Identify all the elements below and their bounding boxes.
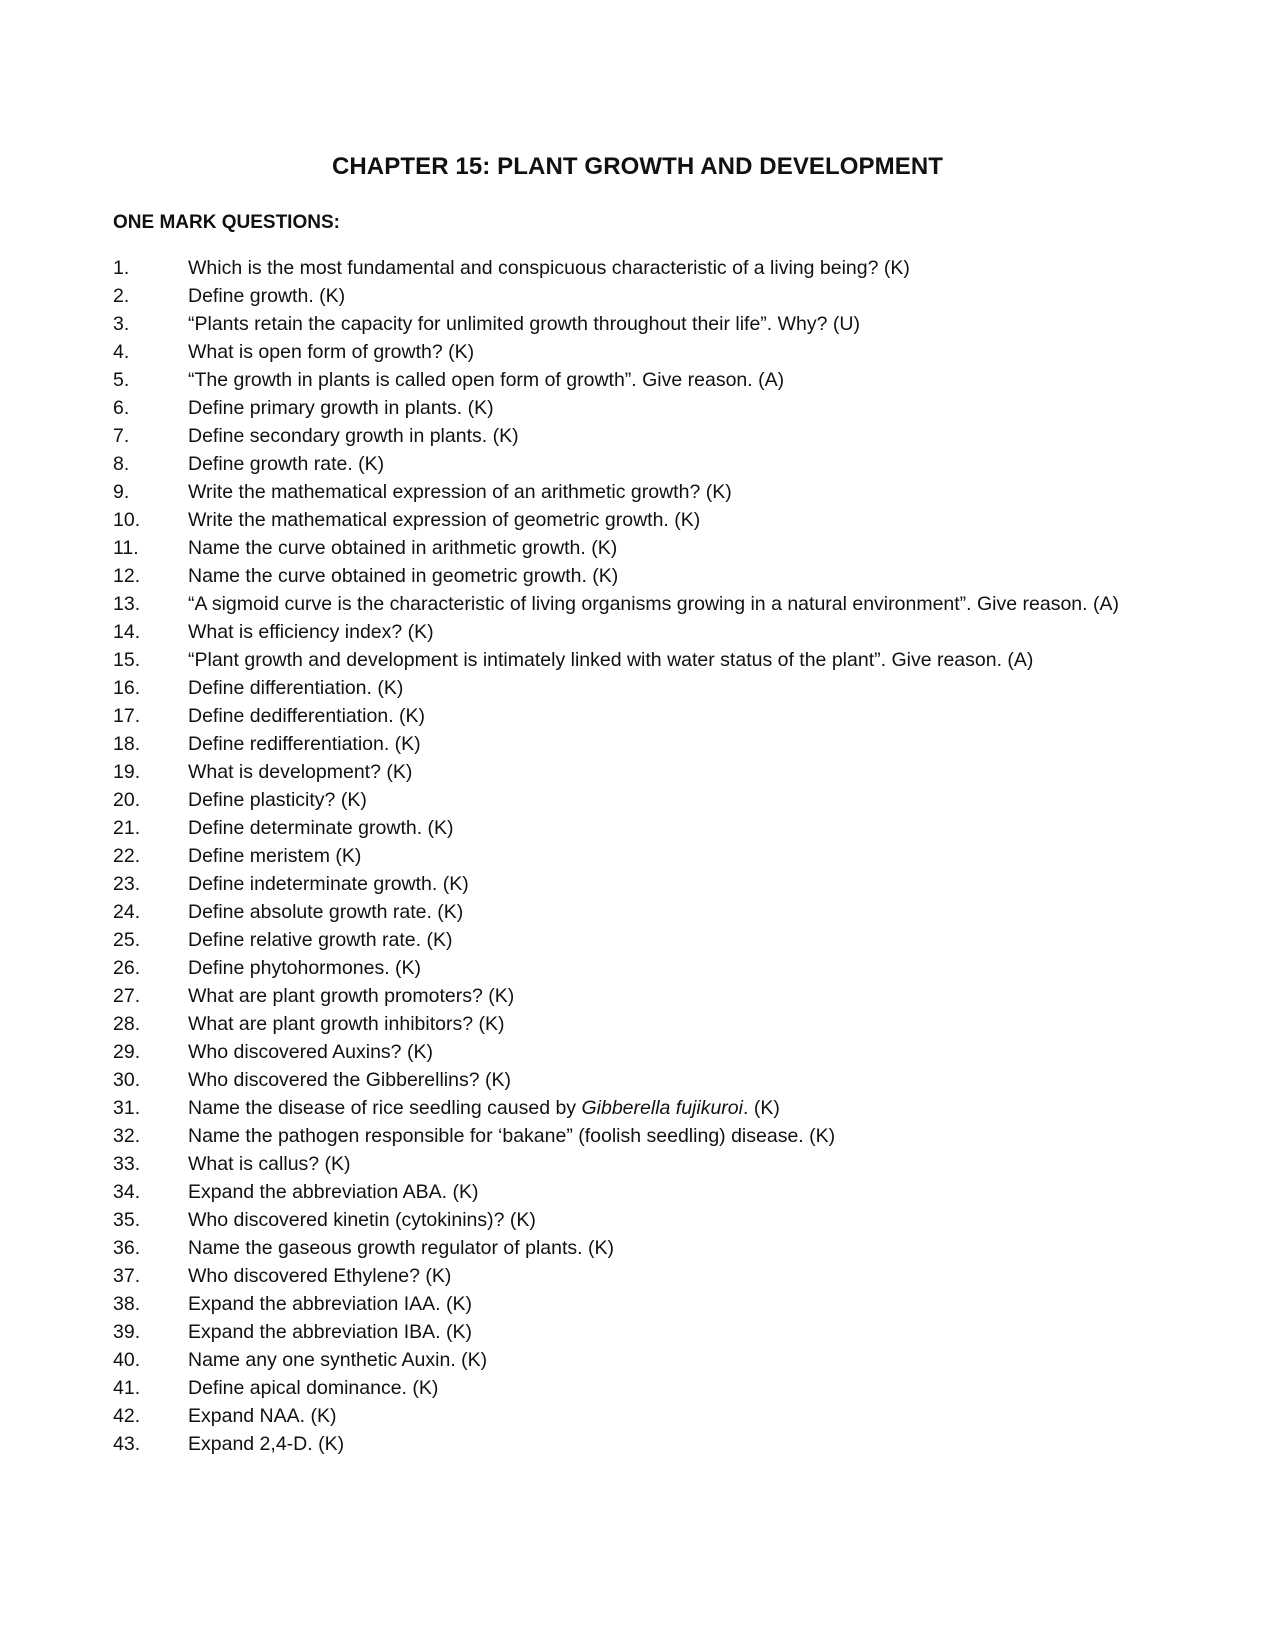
question-text-part: . (K): [742, 1097, 780, 1119]
question-text: Define phytohormones. (K): [188, 957, 422, 979]
question-number: 10.: [113, 509, 141, 531]
question-number: 12.: [113, 565, 141, 587]
question-item: [113, 702, 1173, 730]
question-number: 6.: [113, 397, 130, 419]
question-item: [113, 338, 1173, 366]
question-item: [113, 282, 1173, 310]
question-number: 20.: [113, 789, 141, 811]
question-number: 32.: [113, 1125, 141, 1147]
question-item: [113, 478, 1173, 506]
question-text: Who discovered the Gibberellins? (K): [188, 1069, 511, 1091]
question-text: Define meristem (K): [188, 845, 362, 867]
question-text-part: Name the disease of rice seedling caused by: [188, 1097, 582, 1119]
question-number: 1.: [113, 257, 130, 279]
question-number: 22.: [113, 845, 141, 867]
question-item: [113, 674, 1173, 702]
question-text: Define dedifferentiation. (K): [188, 705, 426, 727]
question-number: 13.: [113, 593, 141, 615]
question-item: [113, 506, 1173, 534]
question-number: 5.: [113, 369, 130, 391]
question-text: Define relative growth rate. (K): [188, 929, 453, 951]
question-text: “The growth in plants is called open form of growth”. Give reason. (A): [188, 369, 785, 391]
question-item: [113, 1234, 1173, 1262]
question-item: [113, 954, 1173, 982]
question-text: Define redifferentiation. (K): [188, 733, 421, 755]
question-list: [113, 254, 1173, 1458]
question-item: [113, 366, 1173, 394]
question-item: [113, 562, 1173, 590]
question-text: Define determinate growth. (K): [188, 817, 454, 839]
question-item: [113, 1430, 1173, 1458]
question-number: 33.: [113, 1153, 141, 1175]
question-text: Name the gaseous growth regulator of plants. (K): [188, 1237, 614, 1259]
question-item: [113, 786, 1173, 814]
question-text: What is development? (K): [188, 761, 413, 783]
question-item: [113, 926, 1173, 954]
question-number: 34.: [113, 1181, 141, 1203]
question-item: [113, 1066, 1173, 1094]
question-text: Define primary growth in plants. (K): [188, 397, 494, 419]
question-text: Name the curve obtained in arithmetic growth. (K): [188, 537, 618, 559]
question-item: [113, 450, 1173, 478]
question-item: [113, 1346, 1173, 1374]
question-item: [113, 1318, 1173, 1346]
question-item: [113, 730, 1173, 758]
question-number: 39.: [113, 1321, 141, 1343]
question-text: Define secondary growth in plants. (K): [188, 425, 519, 447]
species-name: Gibberella fujikuroi: [581, 1097, 743, 1119]
question-item: [113, 254, 1173, 282]
question-item: [113, 1178, 1173, 1206]
question-item: [113, 618, 1173, 646]
question-item: [113, 1038, 1173, 1066]
question-item: [113, 1094, 1173, 1122]
question-number: 36.: [113, 1237, 141, 1259]
chapter-title: CHAPTER 15: PLANT GROWTH AND DEVELOPMENT: [331, 153, 944, 180]
question-number: 4.: [113, 341, 130, 363]
question-item: [113, 534, 1173, 562]
question-number: 23.: [113, 873, 141, 895]
question-text: Who discovered Auxins? (K): [188, 1041, 433, 1063]
question-number: 27.: [113, 985, 141, 1007]
question-item: [113, 898, 1173, 926]
question-number: 3.: [113, 313, 130, 335]
question-item: [113, 422, 1173, 450]
question-number: 31.: [113, 1097, 141, 1119]
question-number: 28.: [113, 1013, 141, 1035]
question-number: 16.: [113, 677, 141, 699]
question-text: “Plants retain the capacity for unlimited growth throughout their life”. Why? (U): [188, 313, 860, 335]
question-text: Expand the abbreviation ABA. (K): [188, 1181, 479, 1203]
question-text: What are plant growth promoters? (K): [188, 985, 515, 1007]
question-text: “Plant growth and development is intimately linked with water status of the plant”. Give reason. (A): [188, 649, 1034, 671]
question-text: What is callus? (K): [188, 1153, 351, 1175]
question-item: [113, 394, 1173, 422]
question-text: Who discovered kinetin (cytokinins)? (K): [188, 1209, 536, 1231]
question-item: [113, 814, 1173, 842]
question-text: Expand NAA. (K): [188, 1405, 337, 1427]
question-number: 25.: [113, 929, 141, 951]
question-number: 26.: [113, 957, 141, 979]
question-text: Who discovered Ethylene? (K): [188, 1265, 452, 1287]
question-number: 41.: [113, 1377, 141, 1399]
question-text: Define plasticity? (K): [188, 789, 367, 811]
question-item: [113, 870, 1173, 898]
question-text: Name any one synthetic Auxin. (K): [188, 1349, 488, 1371]
question-number: 37.: [113, 1265, 141, 1287]
question-number: 15.: [113, 649, 141, 671]
question-text: Name the pathogen responsible for ‘bakane” (foolish seedling) disease. (K): [188, 1125, 836, 1147]
question-item: [113, 1122, 1173, 1150]
question-number: 42.: [113, 1405, 141, 1427]
question-item: [113, 842, 1173, 870]
question-item: [113, 310, 1173, 338]
question-number: 14.: [113, 621, 141, 643]
question-number: 7.: [113, 425, 130, 447]
question-number: 21.: [113, 817, 141, 839]
question-text: What are plant growth inhibitors? (K): [188, 1013, 505, 1035]
question-number: 43.: [113, 1433, 141, 1455]
question-item: [113, 1262, 1173, 1290]
question-text: Expand the abbreviation IAA. (K): [188, 1293, 472, 1315]
question-number: 2.: [113, 285, 130, 307]
question-number: 38.: [113, 1293, 141, 1315]
question-item: [113, 590, 1173, 618]
question-number: 18.: [113, 733, 141, 755]
question-text: Expand the abbreviation IBA. (K): [188, 1321, 472, 1343]
question-item: [113, 1374, 1173, 1402]
question-text: What is open form of growth? (K): [188, 341, 475, 363]
question-number: 17.: [113, 705, 141, 727]
question-text: Which is the most fundamental and conspicuous characteristic of a living being? (K): [188, 257, 910, 279]
question-item: [113, 646, 1173, 674]
question-text: [188, 1094, 1173, 1122]
question-text: What is efficiency index? (K): [188, 621, 434, 643]
question-text: Write the mathematical expression of geometric growth. (K): [188, 509, 701, 531]
question-number: 24.: [113, 901, 141, 923]
question-number: 35.: [113, 1209, 141, 1231]
question-text: Define growth rate. (K): [188, 453, 385, 475]
question-item: [113, 758, 1173, 786]
question-number: 9.: [113, 481, 130, 503]
question-number: 8.: [113, 453, 130, 475]
question-text: Write the mathematical expression of an arithmetic growth? (K): [188, 481, 732, 503]
question-item: [113, 982, 1173, 1010]
section-heading: ONE MARK QUESTIONS:: [113, 212, 340, 233]
question-text: Define apical dominance. (K): [188, 1377, 439, 1399]
question-item: [113, 1290, 1173, 1318]
question-text: Define growth. (K): [188, 285, 346, 307]
question-text: Define differentiation. (K): [188, 677, 404, 699]
question-item: [113, 1150, 1173, 1178]
question-number: 29.: [113, 1041, 141, 1063]
question-text: “A sigmoid curve is the characteristic of living organisms growing in a natural environment”. Give reason. (A): [188, 593, 1119, 615]
question-number: 40.: [113, 1349, 141, 1371]
question-item: [113, 1010, 1173, 1038]
question-text: Expand 2,4-D. (K): [188, 1433, 345, 1455]
question-number: 11.: [113, 537, 139, 559]
question-number: 19.: [113, 761, 141, 783]
question-item: [113, 1402, 1173, 1430]
question-text: Name the curve obtained in geometric growth. (K): [188, 565, 619, 587]
question-text: Define absolute growth rate. (K): [188, 901, 464, 923]
question-number: 30.: [113, 1069, 141, 1091]
question-item: [113, 1206, 1173, 1234]
question-text: Define indeterminate growth. (K): [188, 873, 469, 895]
